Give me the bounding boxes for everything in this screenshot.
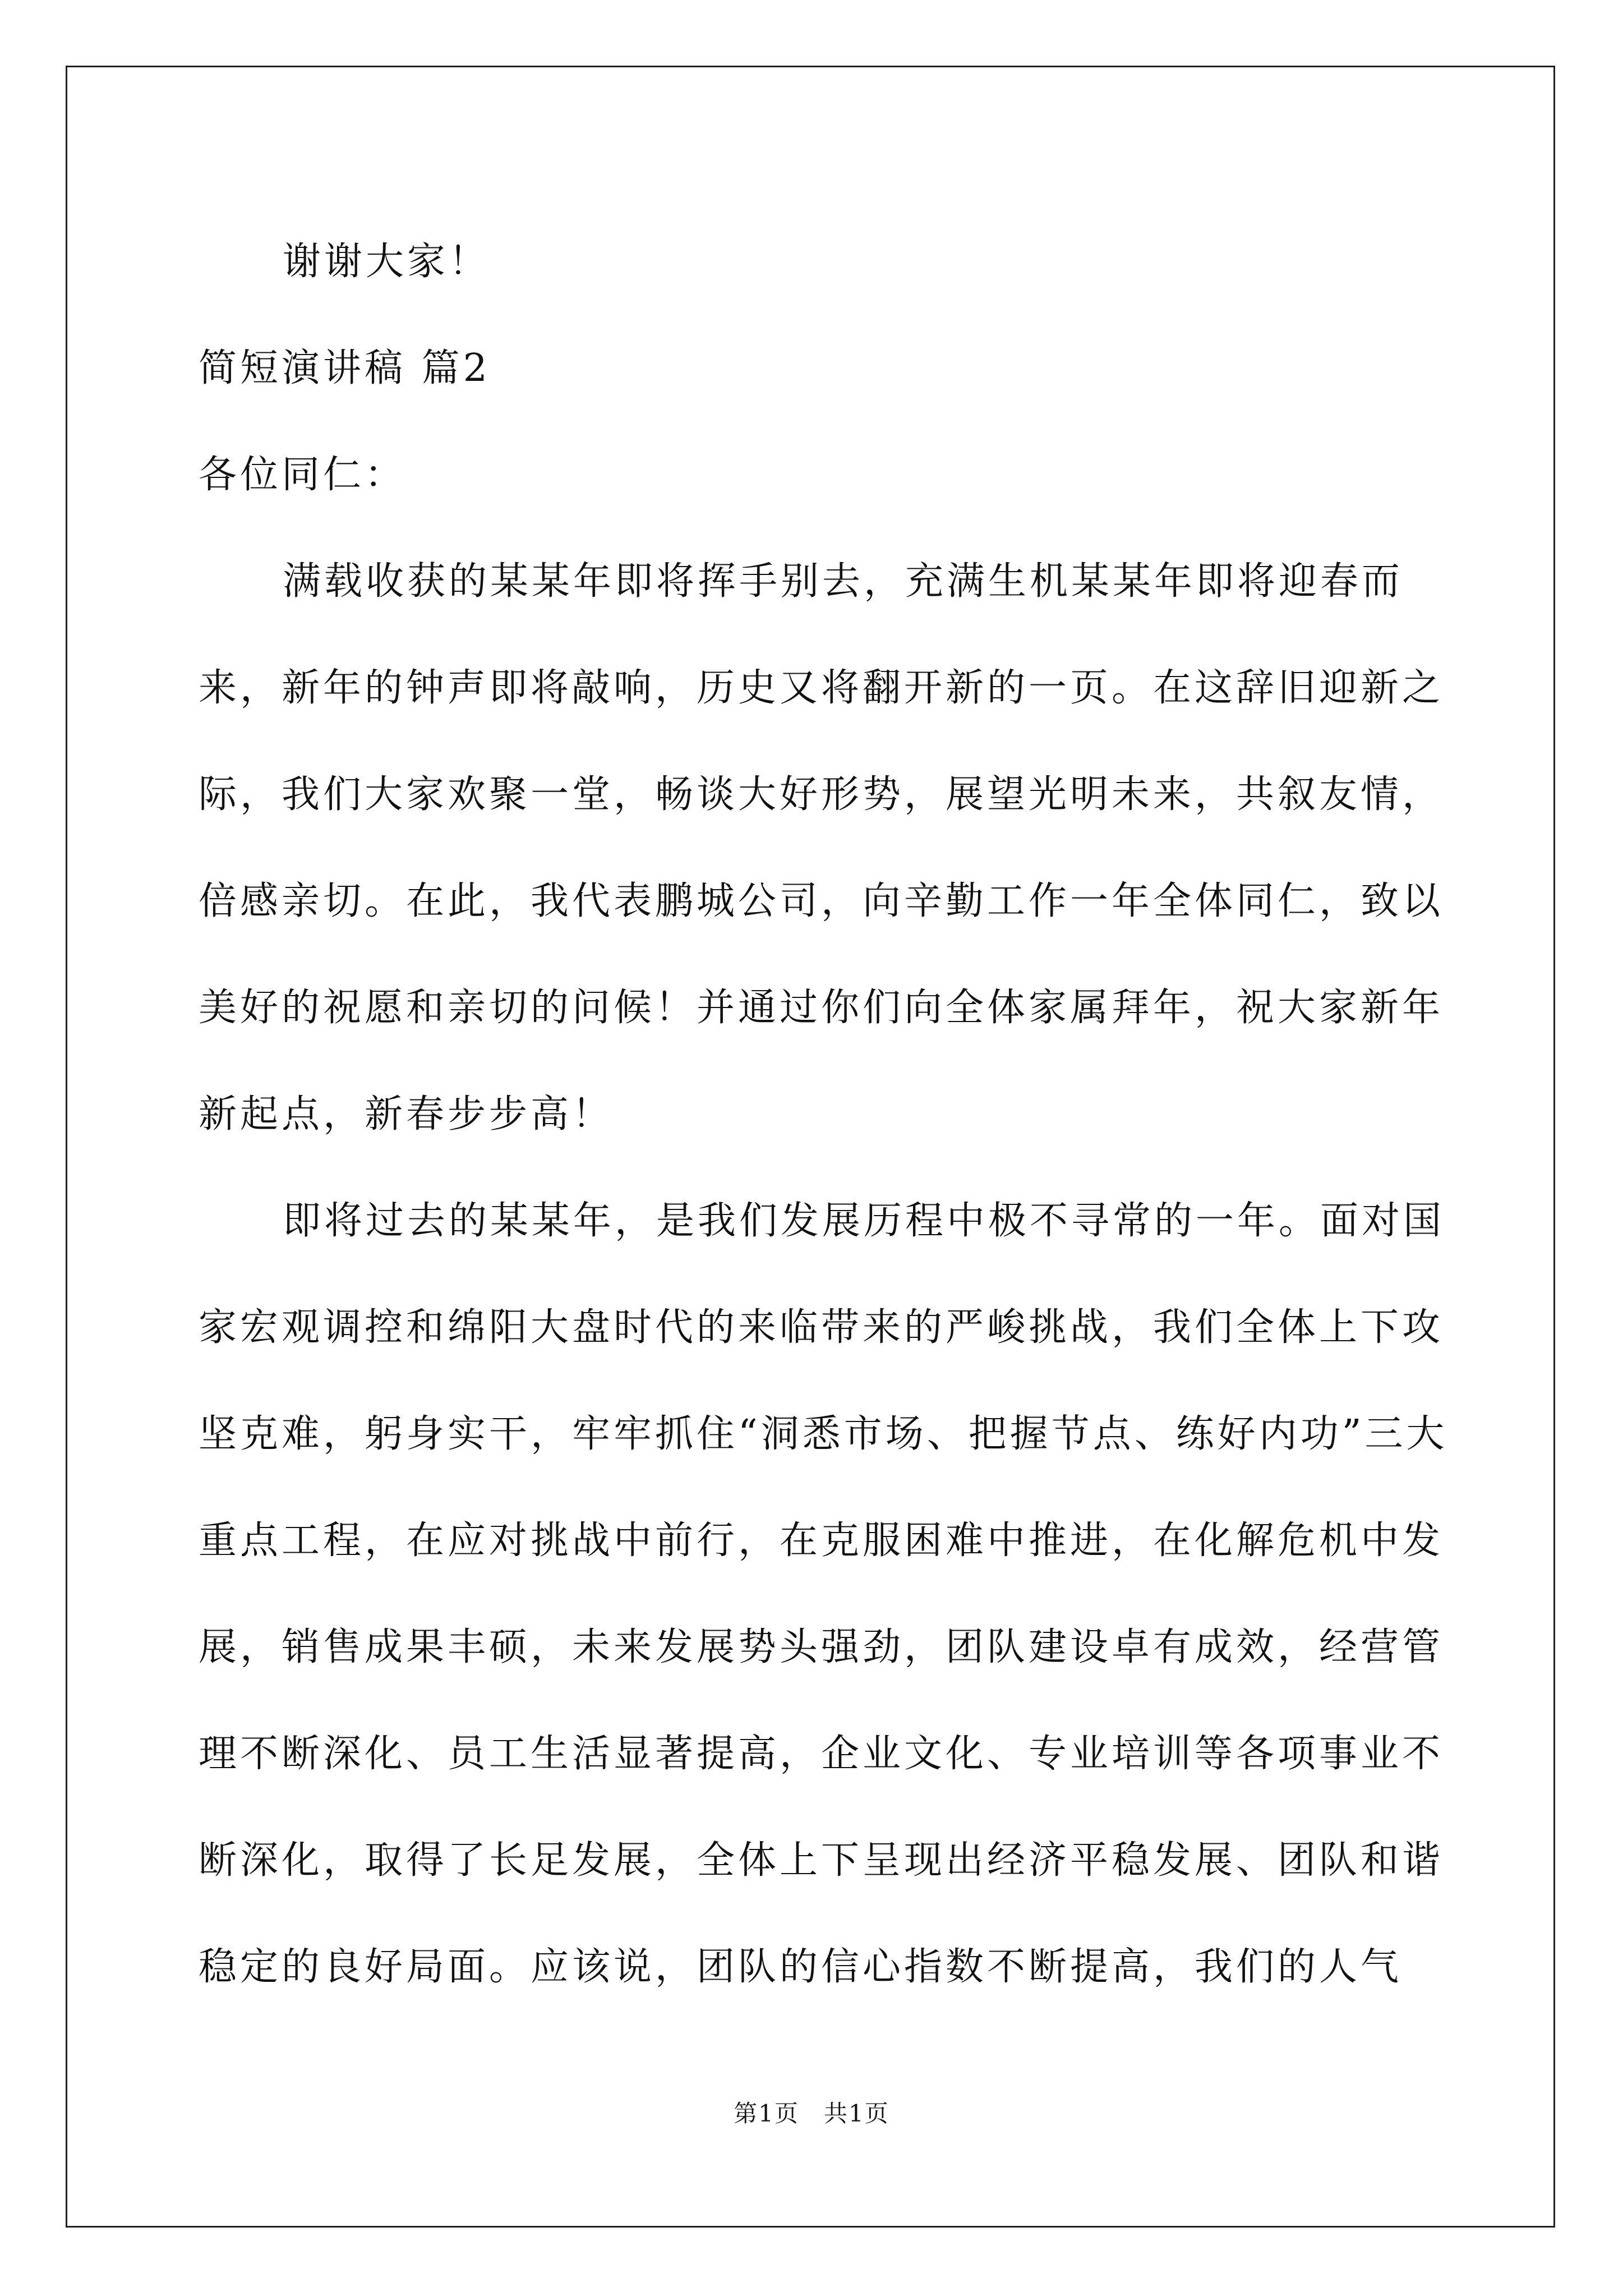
paragraph-1: 满载收获的某某年即将挥手别去，充满生机某某年即将迎春而来，新年的钟声即将敲响，历史又将翻开新的一页。在这辞旧迎新之际，我们大家欢聚一堂，畅谈大好形势，展望光明未来，共叙友情，倍感亲切。在此，我代表鹏城公司，向辛勤工作一年全体同仁，致以美好的祝愿和亲切的问候！并通过你们向全体家属拜年，祝大家新年新起点，新春步步高！ bbox=[199, 559, 1444, 1137]
section-title: 简短演讲稿 篇2 bbox=[199, 346, 491, 390]
document-body bbox=[199, 209, 1455, 2021]
paragraph-2: 即将过去的某某年，是我们发展历程中极不寻常的一年。面对国家宏观调控和绵阳大盘时代的来临带来的严峻挑战，我们全体上下攻坚克难，躬身实干，牢牢抓住“洞悉市场、把握节点、练好内功”三大重点工程，在应对挑战中前行，在克服困难中推进，在化解危机中发展，销售成果丰硕，未来发展势头强劲，团队建设卓有成效，经营管理不断深化、员工生活显著提高，企业文化、专业培训等各项事业不断深化，取得了长足发展，全体上下呈现出经济平稳发展、团队和谐稳定的良好局面。应该说，团队的信心指数不断提高，我们的人气 bbox=[199, 1199, 1448, 1989]
page-footer: 第1页 共1页 bbox=[734, 2100, 889, 2127]
salutation: 各位同仁： bbox=[199, 453, 407, 497]
closing-line: 谢谢大家！ bbox=[283, 240, 491, 284]
